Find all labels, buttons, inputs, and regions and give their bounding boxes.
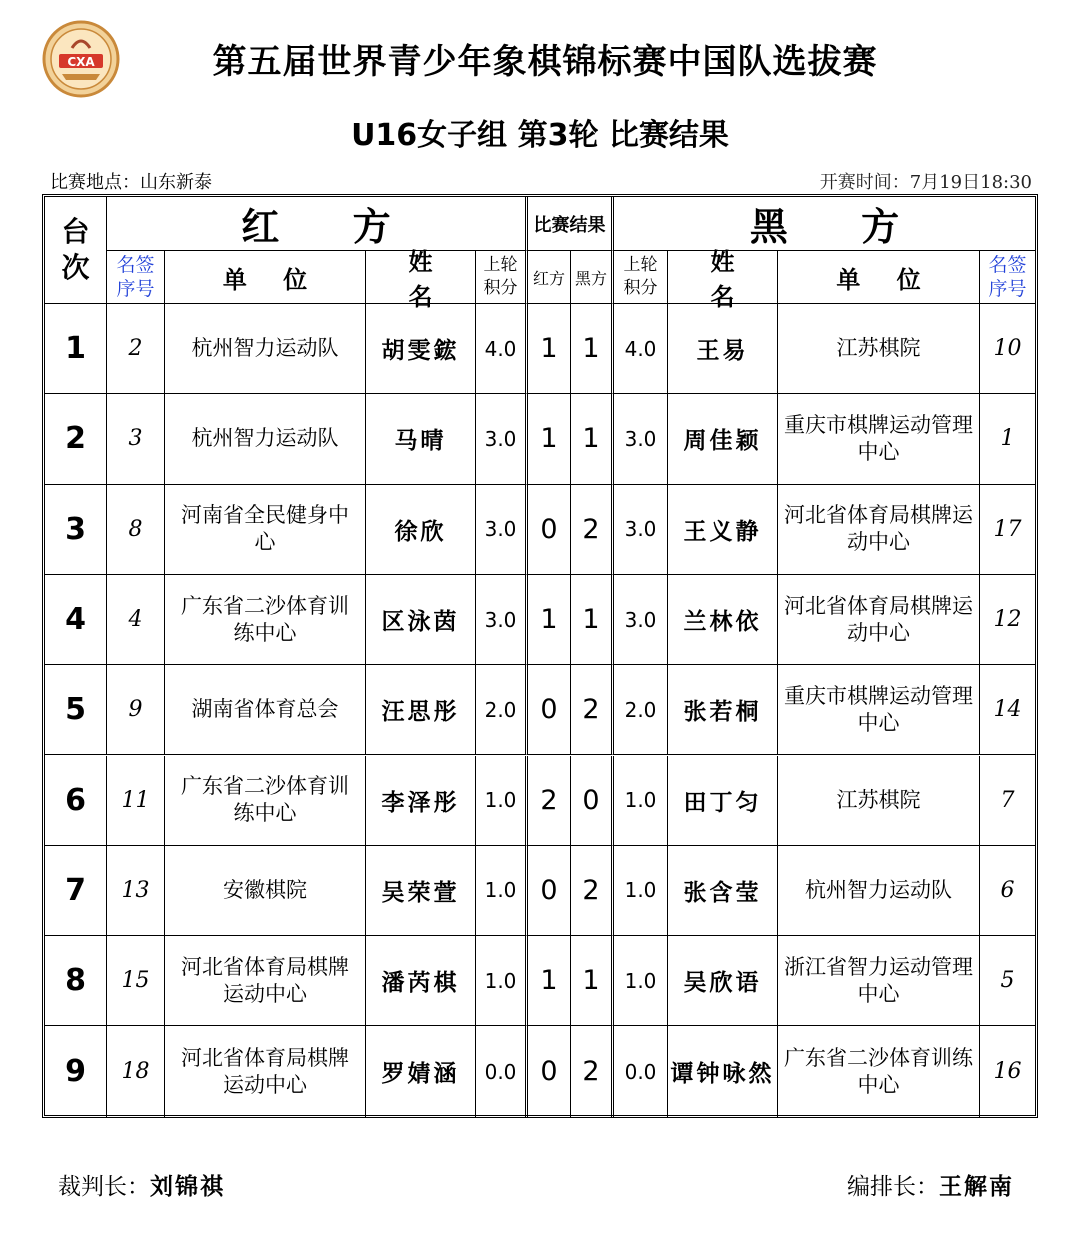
- red-name-cell: 马晴: [366, 394, 476, 484]
- black-result-cell: 1: [571, 394, 614, 484]
- results-table: [42, 194, 1038, 1118]
- red-seed-cell: 9: [107, 665, 165, 755]
- red-result-cell: 0: [528, 846, 571, 936]
- red-seed-cell: 3: [107, 394, 165, 484]
- red-unit-cell: 河北省体育局棋牌运动中心: [165, 936, 366, 1026]
- black-seed-cell: 12: [980, 575, 1035, 665]
- red-prev-score-cell: 3.0: [476, 394, 528, 484]
- black-seed-cell: 14: [980, 665, 1035, 755]
- header-red-result: 红方: [528, 251, 571, 304]
- black-seed-cell: 7: [980, 756, 1035, 846]
- red-seed-cell: 4: [107, 575, 165, 665]
- chief-arranger: 编排长：王解南: [847, 1173, 1014, 1200]
- table-number-cell: 1: [45, 304, 107, 394]
- header-red-prev-score: 上轮 积分: [476, 251, 528, 304]
- black-prev-score-cell: 3.0: [614, 394, 668, 484]
- black-seed-cell: 6: [980, 846, 1035, 936]
- table-number-cell: 8: [45, 936, 107, 1026]
- table-number-cell: 9: [45, 1026, 107, 1116]
- black-result-cell: 0: [571, 756, 614, 846]
- black-prev-score-cell: 1.0: [614, 756, 668, 846]
- black-result-cell: 1: [571, 304, 614, 394]
- black-seed-cell: 16: [993, 1059, 1022, 1085]
- page-subtitle: U16女子组 第3轮 比赛结果: [351, 118, 729, 153]
- black-unit-cell: 重庆市棋牌运动管理中心: [778, 665, 980, 755]
- red-result-cell: 1: [528, 936, 571, 1026]
- red-name-cell: 李泽彤: [366, 756, 476, 846]
- table-number-cell: 5: [45, 665, 107, 755]
- header-black-name: 姓 名: [668, 251, 778, 304]
- header-red-name: 姓 名: [366, 251, 476, 304]
- red-result-cell: 0: [528, 665, 571, 755]
- black-prev-score-cell: 1.0: [614, 846, 668, 936]
- red-seed-cell: 11: [107, 756, 165, 846]
- black-name-cell: 张若桐: [668, 665, 778, 755]
- header-black-result: 黑方: [571, 251, 614, 304]
- table-number-cell: 6: [45, 756, 107, 846]
- red-prev-score-cell: 1.0: [476, 936, 528, 1026]
- black-seed-cell: 17: [980, 485, 1035, 575]
- red-unit-cell: 河南省全民健身中心: [165, 485, 366, 575]
- red-seed-cell: 8: [107, 485, 165, 575]
- black-result-cell: 2: [571, 1026, 614, 1116]
- black-prev-score-cell: 2.0: [614, 665, 668, 755]
- black-prev-score-cell: 3.0: [614, 485, 668, 575]
- venue-label: 比赛地点：山东新泰: [50, 172, 212, 193]
- black-seed-cell: 10: [980, 304, 1035, 394]
- svg-text:CXA: CXA: [67, 55, 95, 69]
- black-name-cell: 张含莹: [668, 846, 778, 936]
- red-unit-cell: 广东省二沙体育训练中心: [165, 756, 366, 846]
- red-result-cell: 1: [528, 304, 571, 394]
- red-result-cell: 0: [528, 1026, 571, 1116]
- black-prev-score-cell: 1.0: [614, 936, 668, 1026]
- red-result-cell: 0: [528, 485, 571, 575]
- black-name-cell: 王义静: [668, 485, 778, 575]
- red-name-cell: 胡雯鋐: [366, 304, 476, 394]
- table-number-cell: 2: [45, 394, 107, 484]
- red-prev-score-cell: 3.0: [476, 485, 528, 575]
- header-red-seed: 名签 序号: [107, 251, 165, 304]
- black-prev-score-cell: 4.0: [614, 304, 668, 394]
- red-prev-score-cell: 0.0: [476, 1026, 528, 1116]
- table-number-cell: 3: [45, 485, 107, 575]
- red-prev-score-cell: 2.0: [476, 665, 528, 755]
- red-unit-cell: 河北省体育局棋牌运动中心: [165, 1026, 366, 1116]
- black-unit-cell: 广东省二沙体育训练中心: [778, 1026, 980, 1116]
- header-black-side: 黑 方: [614, 197, 1035, 251]
- cxa-logo-icon: [42, 20, 120, 98]
- red-prev-score-cell: 3.0: [476, 575, 528, 665]
- header-red-side: 红 方: [107, 197, 528, 251]
- red-name-cell: 汪思彤: [366, 665, 476, 755]
- black-seed-cell: 5: [980, 936, 1035, 1026]
- table-number-cell: 7: [45, 846, 107, 936]
- red-name-cell: 区泳茵: [366, 575, 476, 665]
- black-name-cell: 兰林依: [668, 575, 778, 665]
- black-unit-cell: 杭州智力运动队: [778, 846, 980, 936]
- black-unit-cell: 河北省体育局棋牌运动中心: [778, 575, 980, 665]
- red-seed-cell: 13: [107, 846, 165, 936]
- black-result-cell: 1: [571, 936, 614, 1026]
- page-title: 第五届世界青少年象棋锦标赛中国队选拔赛: [212, 42, 878, 82]
- red-seed-cell: 2: [107, 304, 165, 394]
- black-name-cell: 谭钟咏然: [668, 1026, 778, 1116]
- black-name-cell: 田丁匀: [668, 756, 778, 846]
- red-seed-cell: 18: [107, 1026, 165, 1116]
- table-number-cell: 4: [45, 575, 107, 665]
- red-prev-score-cell: 1.0: [476, 756, 528, 846]
- black-prev-score-cell: 0.0: [614, 1026, 668, 1116]
- red-result-cell: 1: [528, 575, 571, 665]
- black-name-cell: 王易: [668, 304, 778, 394]
- header-table-no: 台 次: [45, 197, 107, 304]
- black-unit-cell: 江苏棋院: [778, 304, 980, 394]
- black-unit-cell: 江苏棋院: [778, 756, 980, 846]
- chief-referee: 裁判长：刘锦祺: [58, 1173, 225, 1200]
- red-seed-cell: 15: [107, 936, 165, 1026]
- red-result-cell: 2: [528, 756, 571, 846]
- red-name-cell: 吴荣萱: [366, 846, 476, 936]
- black-unit-cell: 河北省体育局棋牌运动中心: [778, 485, 980, 575]
- black-seed-cell: 1: [980, 394, 1035, 484]
- header-black-prev-score: 上轮 积分: [614, 251, 668, 304]
- red-unit-cell: 湖南省体育总会: [165, 665, 366, 755]
- red-name-cell: 罗婧涵: [366, 1026, 476, 1116]
- red-unit-cell: 杭州智力运动队: [165, 394, 366, 484]
- red-result-cell: 1: [528, 394, 571, 484]
- red-prev-score-cell: 4.0: [476, 304, 528, 394]
- black-prev-score-cell: 3.0: [614, 575, 668, 665]
- black-unit-cell: 重庆市棋牌运动管理中心: [778, 394, 980, 484]
- red-unit-cell: 杭州智力运动队: [165, 304, 366, 394]
- red-prev-score-cell: 1.0: [476, 846, 528, 936]
- header-black-seed: 名签 序号: [980, 251, 1035, 304]
- black-result-cell: 1: [571, 575, 614, 665]
- black-name-cell: 吴欣语: [668, 936, 778, 1026]
- black-result-cell: 2: [571, 485, 614, 575]
- black-unit-cell: 浙江省智力运动管理中心: [778, 936, 980, 1026]
- black-name-cell: 周佳颖: [668, 394, 778, 484]
- red-unit-cell: 安徽棋院: [165, 846, 366, 936]
- black-result-cell: 2: [571, 665, 614, 755]
- red-unit-cell: 广东省二沙体育训练中心: [165, 575, 366, 665]
- red-name-cell: 潘芮棋: [366, 936, 476, 1026]
- black-result-cell: 2: [571, 846, 614, 936]
- red-name-cell: 徐欣: [366, 485, 476, 575]
- header-red-unit: 单 位: [165, 251, 366, 304]
- start-time-label: 开赛时间：7月19日18:30: [819, 172, 1032, 193]
- header-black-unit: 单 位: [778, 251, 980, 304]
- header-result: 比赛结果: [528, 197, 614, 251]
